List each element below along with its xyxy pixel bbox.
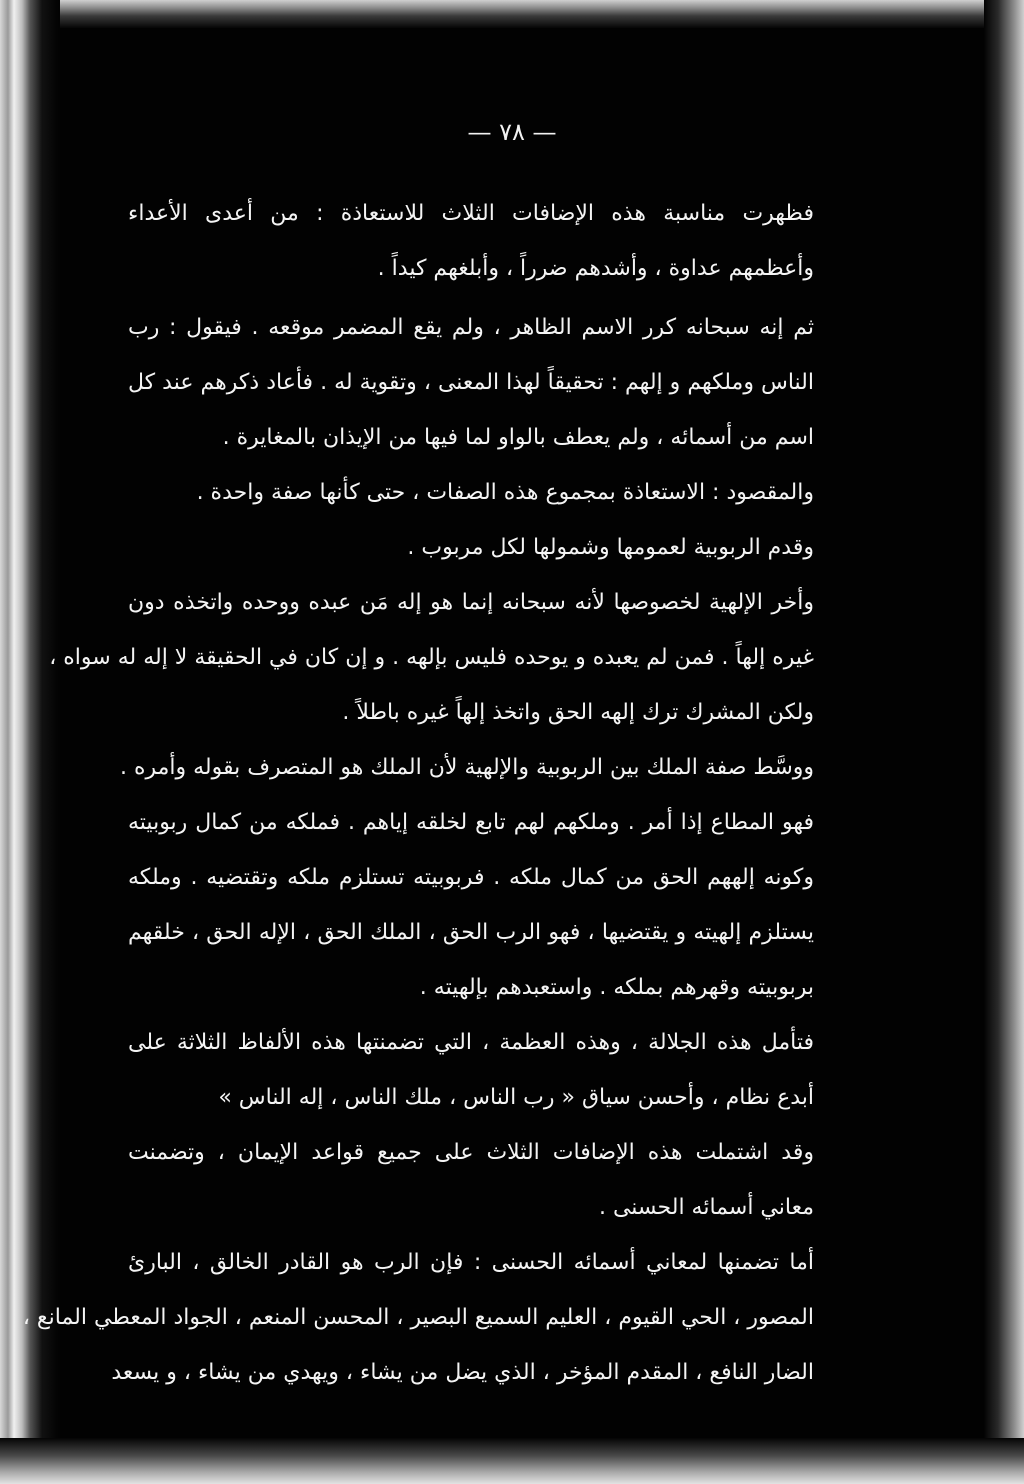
text-line: اسم من أسمائه ، ولم يعطف بالواو لما فيها من الإيذان بالمغايرة . [222, 425, 814, 450]
scan-top-edge [0, 0, 1024, 28]
book-binding-edge [0, 0, 60, 1484]
text-line: أبدع نظام ، وأحسن سياق « رب الناس ، ملك الناس ، إله الناس » [218, 1085, 814, 1110]
text-line: ووسَّط صفة الملك بين الربوبية والإلهية لأن الملك هو المتصرف بقوله وأمره . [119, 755, 814, 780]
text-line: فظهرت مناسبة هذه الإضافات الثلاث للاستعاذة : من أعدى الأعداء [128, 201, 814, 226]
text-line: فتأمل هذه الجلالة ، وهذه العظمة ، التي تضمنتها هذه الألفاظ الثلاثة على [128, 1030, 814, 1055]
text-line: بربوبيته وقهرهم بملكه . واستعبدهم بإلهيته . [419, 975, 814, 1000]
text-line: معاني أسمائه الحسنى . [598, 1195, 814, 1220]
text-line: المصور ، الحي القيوم ، العليم السميع البصير ، المحسن المنعم ، الجواد المعطي المانع ، [22, 1305, 814, 1330]
text-line: ولكن المشرك ترك إلهه الحق واتخذ إلهاً غيره باطلاً . [342, 700, 814, 725]
text-line: وقد اشتملت هذه الإضافات الثلاث على جميع قواعد الإيمان ، وتضمنت [128, 1140, 814, 1165]
text-line: وقدم الربوبية لعمومها وشمولها لكل مربوب . [407, 535, 814, 560]
text-line: يستلزم إلهيته و يقتضيها ، فهو الرب الحق ، الملك الحق ، الإله الحق ، خلقهم [128, 920, 814, 945]
text-line: فهو المطاع إذا أمر . وملكهم لهم تابع لخلقه إياهم . فملكه من كمال ربوبيته [128, 810, 814, 835]
text-line: غيره إلهاً . فمن لم يعبده و يوحده فليس بإلهه . و إن كان في الحقيقة لا إله له سواه ، [49, 645, 814, 670]
scan-bottom-edge [0, 1438, 1024, 1484]
scan-right-edge [984, 0, 1024, 1484]
text-line: وكونه إلههم الحق من كمال ملكه . فربوبيته تستلزم ملكه وتقتضيه . وملكه [128, 865, 814, 890]
page-number: — ٧٨ — [467, 118, 557, 146]
text-line: ثم إنه سبحانه كرر الاسم الظاهر ، ولم يقع المضمر موقعه . فيقول : رب [128, 315, 814, 340]
text-line: وأخر الإلهية لخصوصها لأنه سبحانه إنما هو إله مَن عبده ووحده واتخذه دون [128, 590, 814, 615]
text-line: وأعظمهم عداوة ، وأشدهم ضرراً ، وأبلغهم كيداً . [377, 256, 814, 281]
text-line: أما تضمنها لمعاني أسمائه الحسنى : فإن الرب هو القادر الخالق ، البارئ [128, 1250, 814, 1275]
text-line: الناس وملكهم و إلهم : تحقيقاً لهذا المعنى ، وتقوية له . فأعاد ذكرهم عند كل [128, 370, 814, 395]
text-line: والمقصود : الاستعاذة بمجموع هذه الصفات ، حتى كأنها صفة واحدة . [196, 480, 814, 505]
text-line: الضار النافع ، المقدم المؤخر ، الذي يضل من يشاء ، ويهدي من يشاء ، و يسعد [111, 1360, 814, 1385]
body-text [22, 186, 814, 1400]
